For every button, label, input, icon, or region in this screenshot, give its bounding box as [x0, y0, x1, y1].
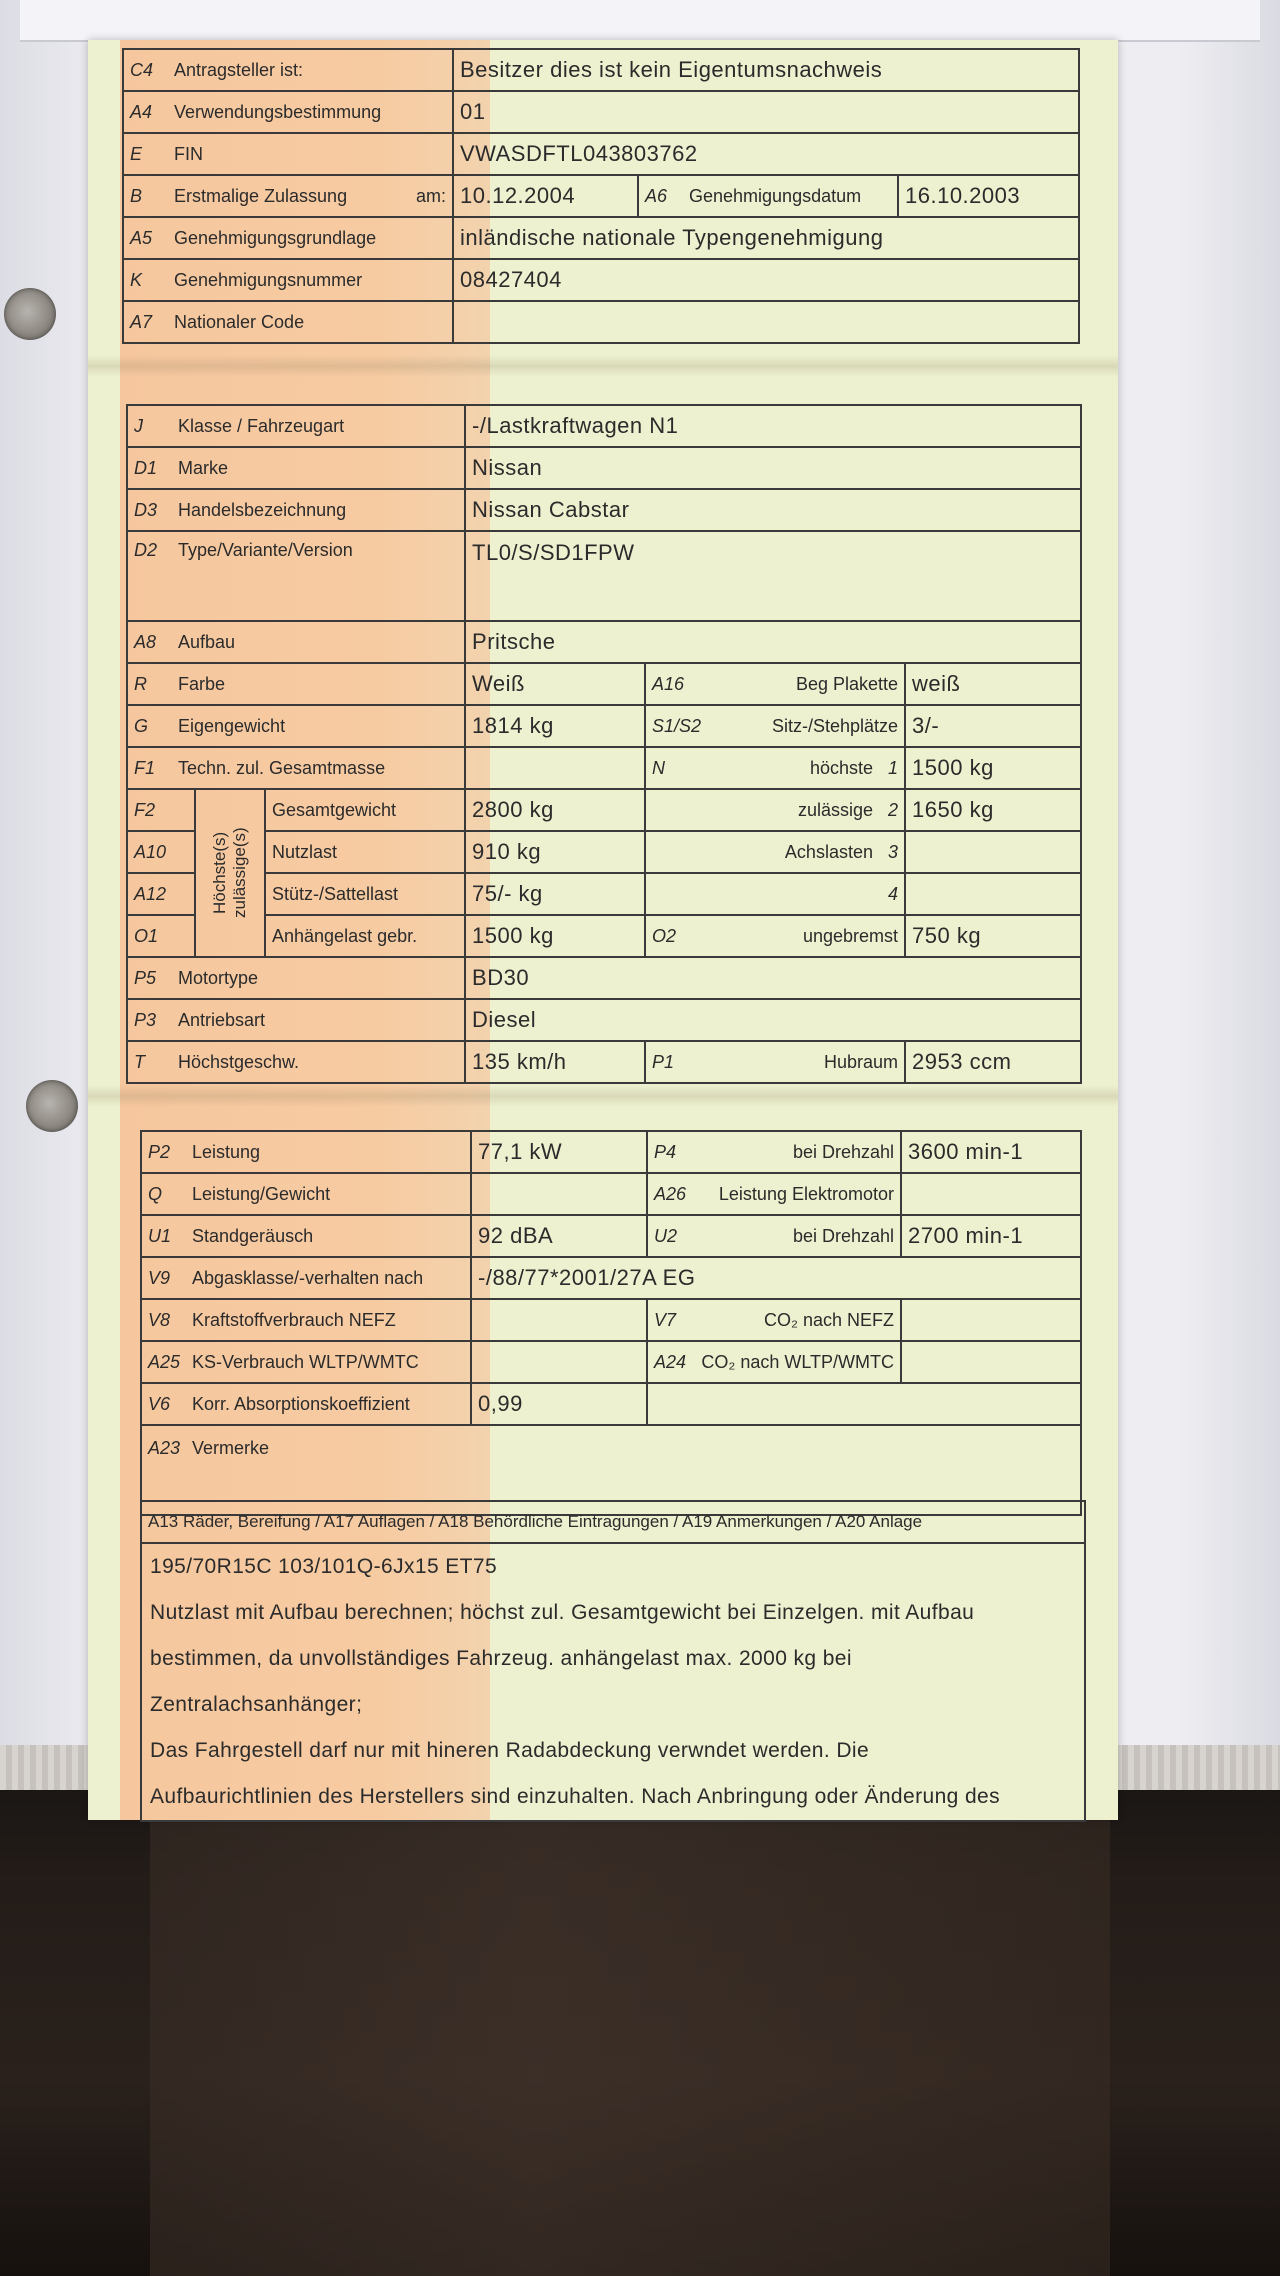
punch-hole-top — [4, 288, 56, 340]
note-line: bestimmen, da unvollständiges Fahrzeug. anhängelast max. 2000 kg bei — [150, 1647, 852, 1670]
row-a4: A4 Verwendungsbestimmung 01 — [123, 91, 1079, 133]
row-t-speed: T Höchstgeschw. 135 km/h P1 Hubraum 2953 ccm — [127, 1041, 1081, 1083]
row-k: K Genehmigungsnummer 08427404 — [123, 259, 1079, 301]
row-a25: A25 KS-Verbrauch WLTP/WMTC A24 CO₂ nach WLTP/WMTC — [141, 1341, 1081, 1383]
section-2-table — [126, 404, 1082, 1084]
row-v8: V8 Kraftstoffverbrauch NEFZ V7 CO₂ nach NEFZ — [141, 1299, 1081, 1341]
row-a23: A23 Vermerke — [141, 1425, 1081, 1515]
row-d1: D1 Marke Nissan — [127, 447, 1081, 489]
row-a12: A12 Stütz-/Sattellast 75/- kg 4 — [127, 873, 1081, 915]
row-f1: F1 Techn. zul. Gesamtmasse N höchste 1 1500 kg — [127, 747, 1081, 789]
section-1-table — [122, 48, 1080, 344]
row-p3: P3 Antriebsart Diesel — [127, 999, 1081, 1041]
background-furniture — [150, 1820, 1110, 2276]
row-a8: A8 Aufbau Pritsche — [127, 621, 1081, 663]
note-line: Zentralachsanhänger; — [150, 1693, 363, 1716]
row-v9: V9 Abgasklasse/-verhalten nach -/88/77*2001/27A EG — [141, 1257, 1081, 1299]
notes-header: A13 Räder, Bereifung / A17 Auflagen / A18 Behördliche Eintragungen / A19 Anmerkungen / A20 Anlage — [141, 1501, 1085, 1543]
row-g-weight: G Eigengewicht 1814 kg S1/S2 Sitz-/Stehplätze 3/- — [127, 705, 1081, 747]
row-d2: D2 Type/Variante/Version TL0/S/SD1FPW — [127, 531, 1081, 621]
row-q: Q Leistung/Gewicht A26 Leistung Elektromotor — [141, 1173, 1081, 1215]
row-b-first-registration: B Erstmalige Zulassung am: 10.12.2004 A6 Genehmigungsdatum 16.10.2003 — [123, 175, 1079, 217]
envelope-edge — [20, 0, 1260, 42]
note-line: Nutzlast mit Aufbau berechnen; höchst zul. Gesamtgewicht bei Einzelgen. mit Aufbau — [150, 1601, 975, 1624]
row-p5: P5 Motortype BD30 — [127, 957, 1081, 999]
row-j: J Klasse / Fahrzeugart -/Lastkraftwagen N1 — [127, 405, 1081, 447]
notes-table — [140, 1500, 1086, 1822]
fin-value: VWASDFTL043803762 — [453, 133, 1079, 175]
row-a5: A5 Genehmigungsgrundlage inländische nationale Typengenehmigung — [123, 217, 1079, 259]
row-a7: A7 Nationaler Code — [123, 301, 1079, 343]
note-line: Aufbaurichtlinien des Herstellers sind einzuhalten. Nach Anbringung oder Änderung des — [150, 1785, 1001, 1808]
section-3-table — [140, 1130, 1082, 1516]
row-p2-power: P2 Leistung 77,1 kW P4 bei Drehzahl 3600 min-1 — [141, 1131, 1081, 1173]
row-c4: C4 Antragsteller ist: Besitzer dies ist kein Eigentumsnachweis — [123, 49, 1079, 91]
row-r-color: R Farbe Weiß A16 Beg Plakette weiß — [127, 663, 1081, 705]
row-d3: D3 Handelsbezeichnung Nissan Cabstar — [127, 489, 1081, 531]
row-f2: F2 Höchste(s) zulässige(s) Gesamtgewicht 2800 kg zulässige 2 1650 kg — [127, 789, 1081, 831]
row-o1: O1 Anhängelast gebr. 1500 kg O2 ungebremst 750 kg — [127, 915, 1081, 957]
fold-crease-2 — [88, 1085, 1118, 1107]
row-v6: V6 Korr. Absorptionskoeffizient 0,99 — [141, 1383, 1081, 1425]
note-line: Das Fahrgestell darf nur mit hineren Radabdeckung verwndet werden. Die — [150, 1739, 870, 1762]
row-a10: A10 Nutzlast 910 kg Achslasten 3 — [127, 831, 1081, 873]
punch-hole-bottom — [26, 1080, 78, 1132]
fold-crease-1 — [88, 355, 1118, 377]
vertical-label: Höchste(s) zulässige(s) — [195, 789, 265, 957]
note-line: 195/70R15C 103/101Q-6Jx15 ET75 — [150, 1555, 498, 1578]
row-u1: U1 Standgeräusch 92 dBA U2 bei Drehzahl 2700 min-1 — [141, 1215, 1081, 1257]
row-e-fin: E FIN VWASDFTL043803762 — [123, 133, 1079, 175]
